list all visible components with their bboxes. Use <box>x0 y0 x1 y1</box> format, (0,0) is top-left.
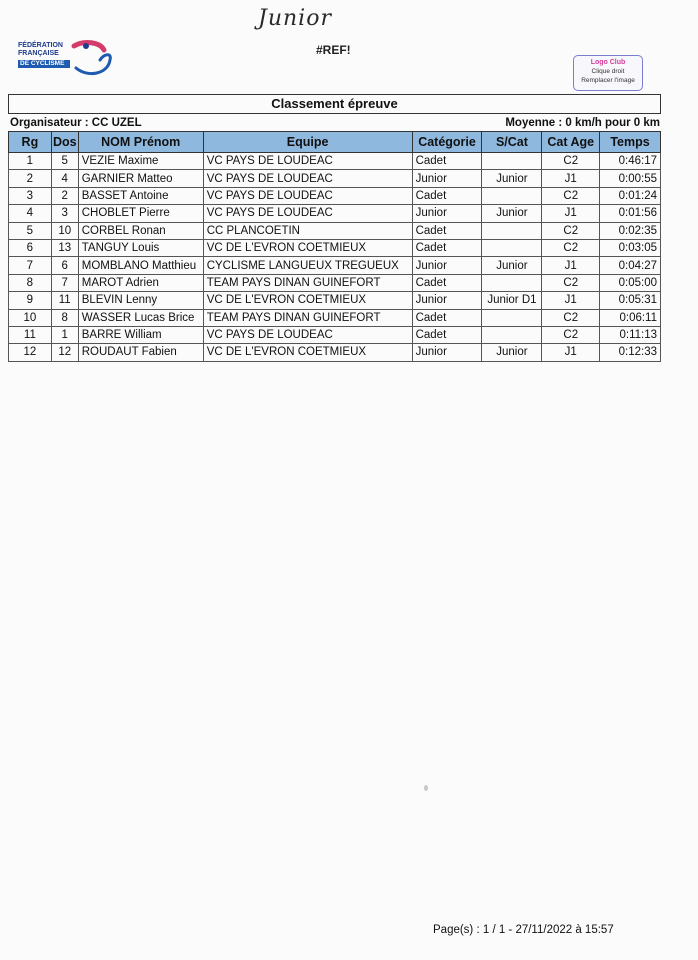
column-header: Rg <box>9 132 52 153</box>
table-cell: Cadet <box>412 187 482 204</box>
table-cell: C2 <box>542 153 600 170</box>
column-header: Catégorie <box>412 132 482 153</box>
table-row <box>9 344 661 361</box>
table-cell: 0:01:24 <box>600 187 661 204</box>
table-cell: Cadet <box>412 274 482 291</box>
table-cell: Cadet <box>412 153 482 170</box>
table-cell: 11 <box>51 292 78 309</box>
table-header-row <box>9 132 661 153</box>
table-cell: C2 <box>542 309 600 326</box>
table-cell <box>482 153 542 170</box>
organisateur-label: Organisateur : CC UZEL <box>10 117 142 129</box>
table-cell: BARRE William <box>78 326 203 343</box>
table-cell: CHOBLET Pierre <box>78 205 203 222</box>
table-cell: Junior D1 <box>482 292 542 309</box>
handwritten-note: Junior <box>258 6 332 31</box>
table-cell: WASSER Lucas Brice <box>78 309 203 326</box>
table-row <box>9 170 661 187</box>
table-row <box>9 274 661 291</box>
table-cell: C2 <box>542 326 600 343</box>
column-header: S/Cat <box>482 132 542 153</box>
table-cell: 0:05:31 <box>600 292 661 309</box>
column-header: Cat Age <box>542 132 600 153</box>
table-cell: TEAM PAYS DINAN GUINEFORT <box>203 309 412 326</box>
table-cell: 5 <box>51 153 78 170</box>
table-cell <box>482 239 542 256</box>
table-cell: VC PAYS DE LOUDEAC <box>203 153 412 170</box>
table-cell: 7 <box>9 257 52 274</box>
table-cell: C2 <box>542 239 600 256</box>
table-cell: 8 <box>9 274 52 291</box>
table-cell: TANGUY Louis <box>78 239 203 256</box>
table-cell: VC DE L'EVRON COETMIEUX <box>203 292 412 309</box>
table-cell: 11 <box>9 326 52 343</box>
table-cell: 12 <box>9 344 52 361</box>
column-header: Temps <box>600 132 661 153</box>
table-row <box>9 257 661 274</box>
table-cell: Cadet <box>412 222 482 239</box>
table-cell: J1 <box>542 170 600 187</box>
results-table <box>8 131 661 362</box>
table-row <box>9 239 661 256</box>
table-cell: 0:01:56 <box>600 205 661 222</box>
table-cell: VC PAYS DE LOUDEAC <box>203 326 412 343</box>
table-cell: VC PAYS DE LOUDEAC <box>203 205 412 222</box>
table-row <box>9 309 661 326</box>
table-cell: VEZIE Maxime <box>78 153 203 170</box>
ref-label: #REF! <box>316 43 351 57</box>
table-cell: 1 <box>9 153 52 170</box>
table-cell: J1 <box>542 205 600 222</box>
table-cell: Junior <box>412 170 482 187</box>
table-cell: 9 <box>9 292 52 309</box>
table-cell: 8 <box>51 309 78 326</box>
table-cell: 7 <box>51 274 78 291</box>
table-cell: 3 <box>51 205 78 222</box>
table-cell: J1 <box>542 344 600 361</box>
table-cell: Junior <box>412 205 482 222</box>
table-row <box>9 326 661 343</box>
table-row <box>9 292 661 309</box>
table-cell: Cadet <box>412 326 482 343</box>
column-header: Dos <box>51 132 78 153</box>
table-cell: 0:12:33 <box>600 344 661 361</box>
table-cell: 2 <box>9 170 52 187</box>
federation-logo <box>18 38 114 78</box>
table-cell: Cadet <box>412 309 482 326</box>
moyenne-label: Moyenne : 0 km/h pour 0 km <box>505 117 660 129</box>
table-cell: GARNIER Matteo <box>78 170 203 187</box>
table-cell: 1 <box>51 326 78 343</box>
table-cell: VC DE L'EVRON COETMIEUX <box>203 239 412 256</box>
table-cell: 10 <box>51 222 78 239</box>
table-cell: VC PAYS DE LOUDEAC <box>203 170 412 187</box>
table-cell: Junior <box>482 205 542 222</box>
table-cell: 0:02:35 <box>600 222 661 239</box>
table-cell: 4 <box>51 170 78 187</box>
table-cell: Junior <box>412 344 482 361</box>
table-cell: 0:11:13 <box>600 326 661 343</box>
table-row <box>9 187 661 204</box>
table-cell: 13 <box>51 239 78 256</box>
table-cell <box>482 326 542 343</box>
table-cell: J1 <box>542 292 600 309</box>
table-cell: CC PLANCOETIN <box>203 222 412 239</box>
table-cell: 0:46:17 <box>600 153 661 170</box>
table-cell: Junior <box>482 344 542 361</box>
table-cell: 0:00:55 <box>600 170 661 187</box>
table-row <box>9 205 661 222</box>
table-cell: CYCLISME LANGUEUX TREGUEUX <box>203 257 412 274</box>
logo-club-placeholder: Logo Club Clique droit Remplacer l'image <box>573 55 643 91</box>
table-cell: 4 <box>9 205 52 222</box>
table-cell: J1 <box>542 257 600 274</box>
table-cell: VC DE L'EVRON COETMIEUX <box>203 344 412 361</box>
table-cell: 6 <box>9 239 52 256</box>
page-title: Classement épreuve <box>8 94 661 114</box>
table-cell: ROUDAUT Fabien <box>78 344 203 361</box>
table-cell: MOMBLANO Matthieu <box>78 257 203 274</box>
table-cell: 0:04:27 <box>600 257 661 274</box>
table-cell: 3 <box>9 187 52 204</box>
column-header: NOM Prénom <box>78 132 203 153</box>
table-cell: Junior <box>412 292 482 309</box>
scan-speck <box>424 785 428 791</box>
table-cell: CORBEL Ronan <box>78 222 203 239</box>
table-cell: Junior <box>482 257 542 274</box>
cyclist-swoosh-icon <box>70 38 114 78</box>
table-cell <box>482 222 542 239</box>
table-cell: 12 <box>51 344 78 361</box>
table-cell: Junior <box>482 170 542 187</box>
table-cell: Junior <box>412 257 482 274</box>
federation-logo-bar: DE CYCLISME <box>18 60 70 68</box>
table-cell <box>482 309 542 326</box>
table-cell <box>482 274 542 291</box>
table-cell: MAROT Adrien <box>78 274 203 291</box>
table-cell: 5 <box>9 222 52 239</box>
table-cell: C2 <box>542 187 600 204</box>
table-cell: VC PAYS DE LOUDEAC <box>203 187 412 204</box>
table-cell: 0:05:00 <box>600 274 661 291</box>
table-cell <box>482 187 542 204</box>
table-cell: Cadet <box>412 239 482 256</box>
table-cell: BLEVIN Lenny <box>78 292 203 309</box>
table-cell: 0:03:05 <box>600 239 661 256</box>
column-header: Equipe <box>203 132 412 153</box>
table-cell: C2 <box>542 222 600 239</box>
table-row <box>9 222 661 239</box>
table-cell: 10 <box>9 309 52 326</box>
table-cell: 6 <box>51 257 78 274</box>
page-footer: Page(s) : 1 / 1 - 27/11/2022 à 15:57 <box>433 924 614 936</box>
table-cell: C2 <box>542 274 600 291</box>
table-cell: 2 <box>51 187 78 204</box>
table-row <box>9 153 661 170</box>
table-cell: BASSET Antoine <box>78 187 203 204</box>
table-cell: 0:06:11 <box>600 309 661 326</box>
table-cell: TEAM PAYS DINAN GUINEFORT <box>203 274 412 291</box>
federation-logo-text: FÉDÉRATION FRANÇAISE <box>18 42 63 57</box>
